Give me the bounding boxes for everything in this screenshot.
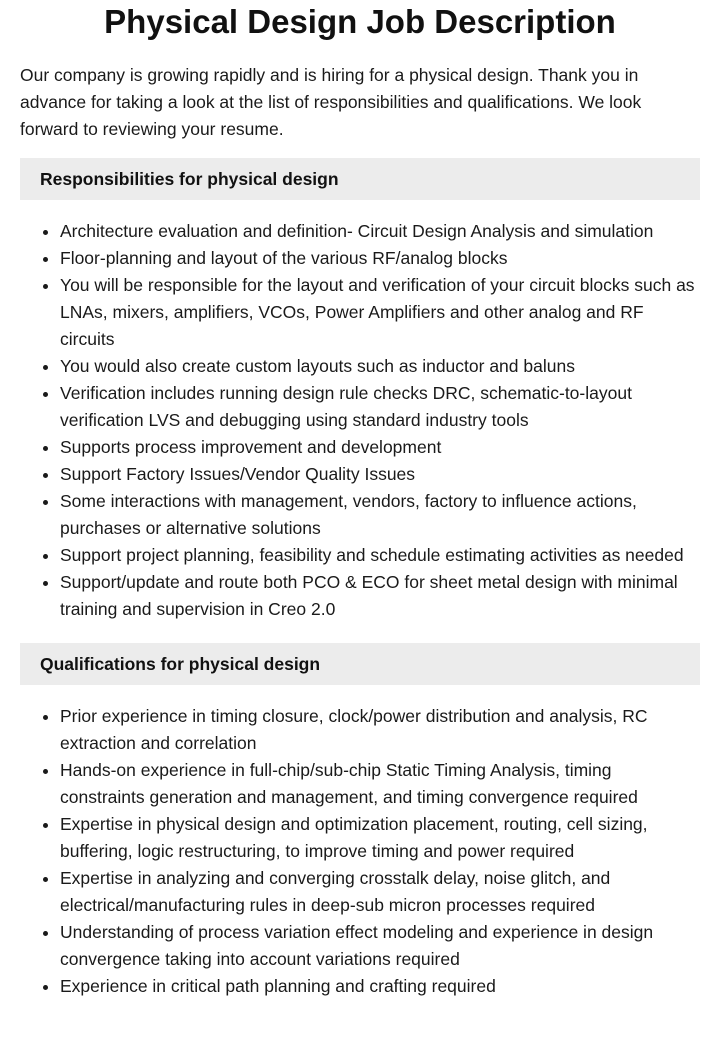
page-title: Physical Design Job Description — [104, 3, 616, 40]
list-item: • Support/update and route both PCO & ECO for sheet metal design with minimal training and supervision in Creo 2.0 — [60, 569, 700, 623]
list-item: • Understanding of process variation effect modeling and experience in design convergence taking into account variations required — [60, 919, 700, 973]
list-item: • You will be responsible for the layout and verification of your circuit blocks such as LNAs, mixers, amplifiers, VCOs, Power Amplifiers and other analog and RF circuits — [60, 272, 700, 353]
responsibilities-heading: Responsibilities for physical design — [20, 158, 700, 200]
list-item: • Hands-on experience in full-chip/sub-chip Static Timing Analysis, timing constraints generation and management, and timing convergence required — [60, 757, 700, 811]
list-item: • Expertise in analyzing and converging crosstalk delay, noise glitch, and electrical/manufacturing rules in deep-sub micron processes required — [60, 865, 700, 919]
list-item: • Verification includes running design rule checks DRC, schematic-to-layout verification LVS and debugging using standard industry tools — [60, 380, 700, 434]
list-item: • Expertise in physical design and optimization placement, routing, cell sizing, buffering, logic restructuring, to improve timing and power required — [60, 811, 700, 865]
list-item: • Some interactions with management, vendors, factory to influence actions, purchases or alternative solutions — [60, 488, 700, 542]
list-item: • Experience in critical path planning and crafting required — [60, 973, 700, 1000]
list-item: • Support project planning, feasibility and schedule estimating activities as needed — [60, 542, 700, 569]
list-item: • Prior experience in timing closure, clock/power distribution and analysis, RC extraction and correlation — [60, 703, 700, 757]
list-item: • Floor-planning and layout of the various RF/analog blocks — [60, 245, 700, 272]
intro-paragraph: Our company is growing rapidly and is hiring for a physical design. Thank you in advance for taking a look at the list of responsibilities and qualifications. We look forward to reviewing your resume. — [20, 65, 642, 139]
qualifications-heading: Qualifications for physical design — [20, 643, 700, 685]
responsibilities-list — [20, 218, 700, 623]
list-item: • Supports process improvement and development — [60, 434, 700, 461]
list-item: • Architecture evaluation and definition- Circuit Design Analysis and simulation — [60, 218, 700, 245]
list-item: • Support Factory Issues/Vendor Quality Issues — [60, 461, 700, 488]
qualifications-list — [20, 703, 700, 1000]
list-item: • You would also create custom layouts such as inductor and baluns — [60, 353, 700, 380]
